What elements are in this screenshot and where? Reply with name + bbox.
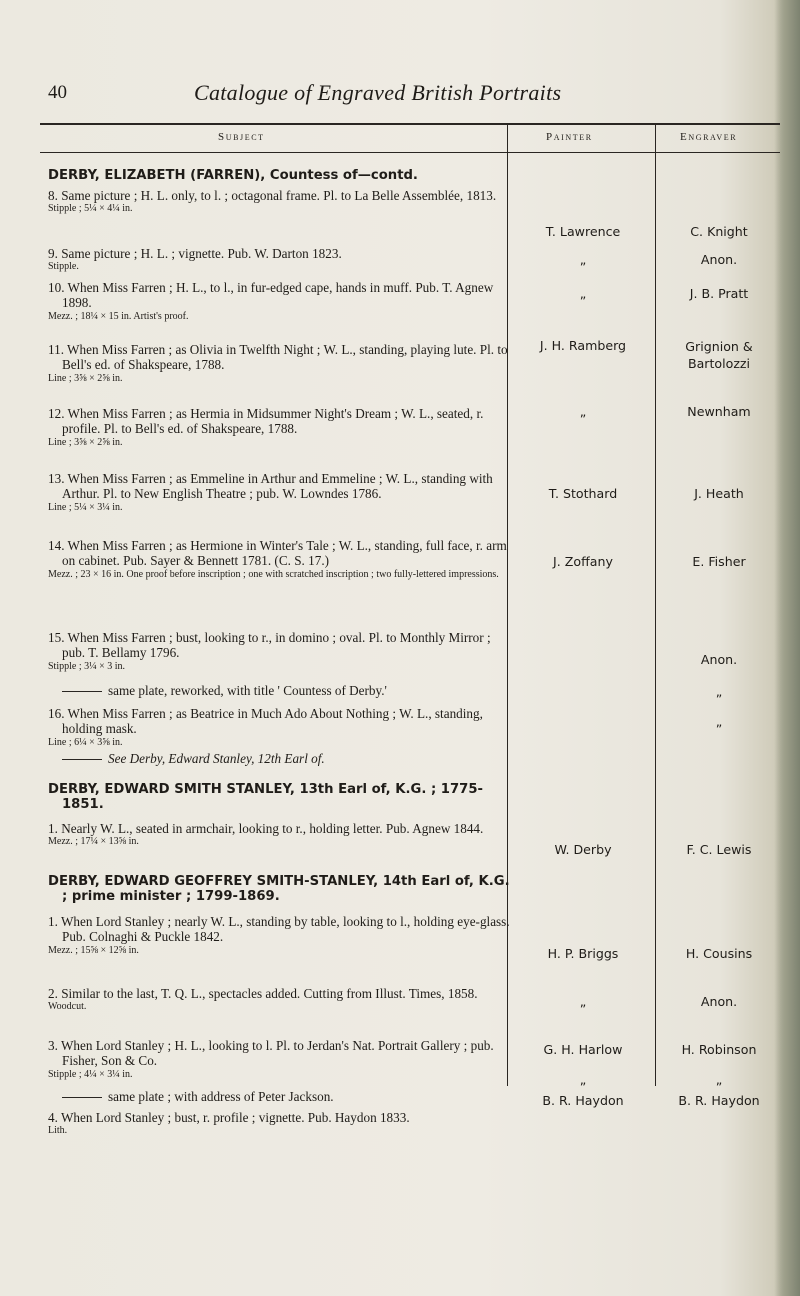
engraver-g2: Anon. <box>700 994 738 1009</box>
entry-15: 15. When Miss Farren ; bust, looking to r., in domino ; oval. Pl. to Monthly Mirror ; pub. T. Bellamy 1796. Stipple ; 3¼ × 3 in. <box>48 630 491 672</box>
engraver-8: C. Knight <box>690 224 748 239</box>
top-rule <box>40 123 780 125</box>
entry-16: 16. When Miss Farren ; as Beatrice in Much Ado About Nothing ; W. L., standing, holding mask. Line ; 6¼ × 3⅝ in. <box>48 706 483 748</box>
entry-10: 10. When Miss Farren ; H. L., to l., in fur-edged cape, hands in muff. Pub. T. Agnew 1898. Mezz. ; 18¼ × 15 in. Artist's proof. <box>48 280 494 322</box>
page-number: 40 <box>48 82 67 103</box>
column-head-painter: Painter <box>546 131 593 143</box>
entry-15-reworked: same plate, reworked, with title ' Countess of Derby.' <box>48 683 498 698</box>
painter-14: J. Zoffany <box>553 554 613 569</box>
running-title: Catalogue of Engraved British Portraits <box>194 80 562 105</box>
engraver-16: „ <box>715 714 723 729</box>
engraver-12: Newnham <box>687 404 751 419</box>
engraver-9: Anon. <box>700 252 738 267</box>
entry-g3: 3. When Lord Stanley ; H. L., looking to l. Pl. to Jerdan's Nat. Portrait Gallery ; pub. Fisher, Son & Co. Stipple ; 4¼ × 3¼ in. <box>48 1038 494 1080</box>
painter-13: T. Stothard <box>548 486 618 501</box>
column-divider-2 <box>655 124 656 1086</box>
entry-12: 12. When Miss Farren ; as Hermia in Midsummer Night's Dream ; W. L., seated, r. profile. Pl. to Bell's ed. of Shakspeare, 1788. Line ; 3⅝ × 2⅝ in. <box>48 406 484 448</box>
entry-g1: 1. When Lord Stanley ; nearly W. L., standing by table, looking to l., holding eye-glass. Pub. Colnaghi & Puckle 1842. Mezz. ; 15⅝ × 12⅝ in. <box>48 914 510 956</box>
engraver-g1: H. Cousins <box>685 946 753 961</box>
painter-g4: B. R. Haydon <box>542 1093 624 1108</box>
column-head-engraver: Engraver <box>680 131 738 143</box>
entry-d1: 1. Nearly W. L., seated in armchair, looking to r., holding letter. Pub. Agnew 1844. Mezz. ; 17¼ × 13⅝ in. <box>48 821 484 848</box>
engraver-10: J. B. Pratt <box>689 286 749 301</box>
painter-g3-jackson: „ <box>579 1072 587 1087</box>
header-rule <box>40 152 780 153</box>
heading-edward-14th: DERBY, EDWARD GEOFFREY SMITH-STANLEY, 14th Earl of, K.G. ; prime minister ; 1799-1869. <box>48 874 510 905</box>
entry-14: 14. When Miss Farren ; as Hermione in Winter's Tale ; W. L., standing, full face, r. arm on cabinet. Pub. Sayer & Bennett 1781. (C. S. 17.) Mezz. ; 23 × 16 in. One proof before inscription ; one with scratched inscription ; two fully-lettered impressions. <box>48 538 507 580</box>
engraver-14: E. Fisher <box>692 554 746 569</box>
entry-g2: 2. Similar to the last, T. Q. L., spectacles added. Cutting from Illust. Times, 1858. Woodcut. <box>48 986 478 1013</box>
painter-g2: „ <box>579 994 587 1009</box>
engraver-g3-jackson: „ <box>715 1072 723 1087</box>
painter-12: „ <box>579 404 587 419</box>
engraver-13: J. Heath <box>694 486 744 501</box>
engraver-11: Grignion & Bartolozzi <box>685 339 753 371</box>
painter-11: J. H. Ramberg <box>539 338 627 353</box>
painter-d1: W. Derby <box>554 842 612 857</box>
entry-9: 9. Same picture ; H. L. ; vignette. Pub. W. Darton 1823. Stipple. <box>48 246 342 273</box>
engraver-d1: F. C. Lewis <box>686 842 752 857</box>
engraver-15-reworked: „ <box>715 684 723 699</box>
heading-edward-13th: DERBY, EDWARD SMITH STANLEY, 13th Earl of, K.G. ; 1775-1851. <box>48 782 483 813</box>
painter-g3: G. H. Harlow <box>543 1042 623 1057</box>
column-head-subject: Subject <box>218 131 265 143</box>
entry-13: 13. When Miss Farren ; as Emmeline in Arthur and Emmeline ; W. L., standing with Arthur. Pl. to New English Theatre ; pub. W. Lowndes 1786. Line ; 5¼ × 3¼ in. <box>48 471 493 513</box>
entry-g4: 4. When Lord Stanley ; bust, r. profile ; vignette. Pub. Haydon 1833. Lith. <box>48 1110 410 1137</box>
painter-10: „ <box>579 286 587 301</box>
entry-11: 11. When Miss Farren ; as Olivia in Twelfth Night ; W. L., standing, playing lute. Pl. to Bell's ed. of Shakspeare, 1788. Line ; 3⅝ × 2⅝ in. <box>48 342 508 384</box>
entry-g3-jackson: same plate ; with address of Peter Jackson. <box>48 1089 498 1104</box>
painter-9: „ <box>579 252 587 267</box>
painter-8: T. Lawrence <box>545 224 621 239</box>
engraver-15: Anon. <box>700 652 738 667</box>
heading-farren: DERBY, ELIZABETH (FARREN), Countess of—contd. <box>48 168 418 183</box>
entry-8: 8. Same picture ; H. L. only, to l. ; octagonal frame. Pl. to La Belle Assemblée, 1813. Stipple ; 5¼ × 4¼ in. <box>48 188 497 215</box>
see-reference: See Derby, Edward Stanley, 12th Earl of. <box>48 751 498 766</box>
engraver-g4: B. R. Haydon <box>678 1093 760 1108</box>
painter-g1: H. P. Briggs <box>547 946 619 961</box>
engraver-g3: H. Robinson <box>681 1042 757 1057</box>
